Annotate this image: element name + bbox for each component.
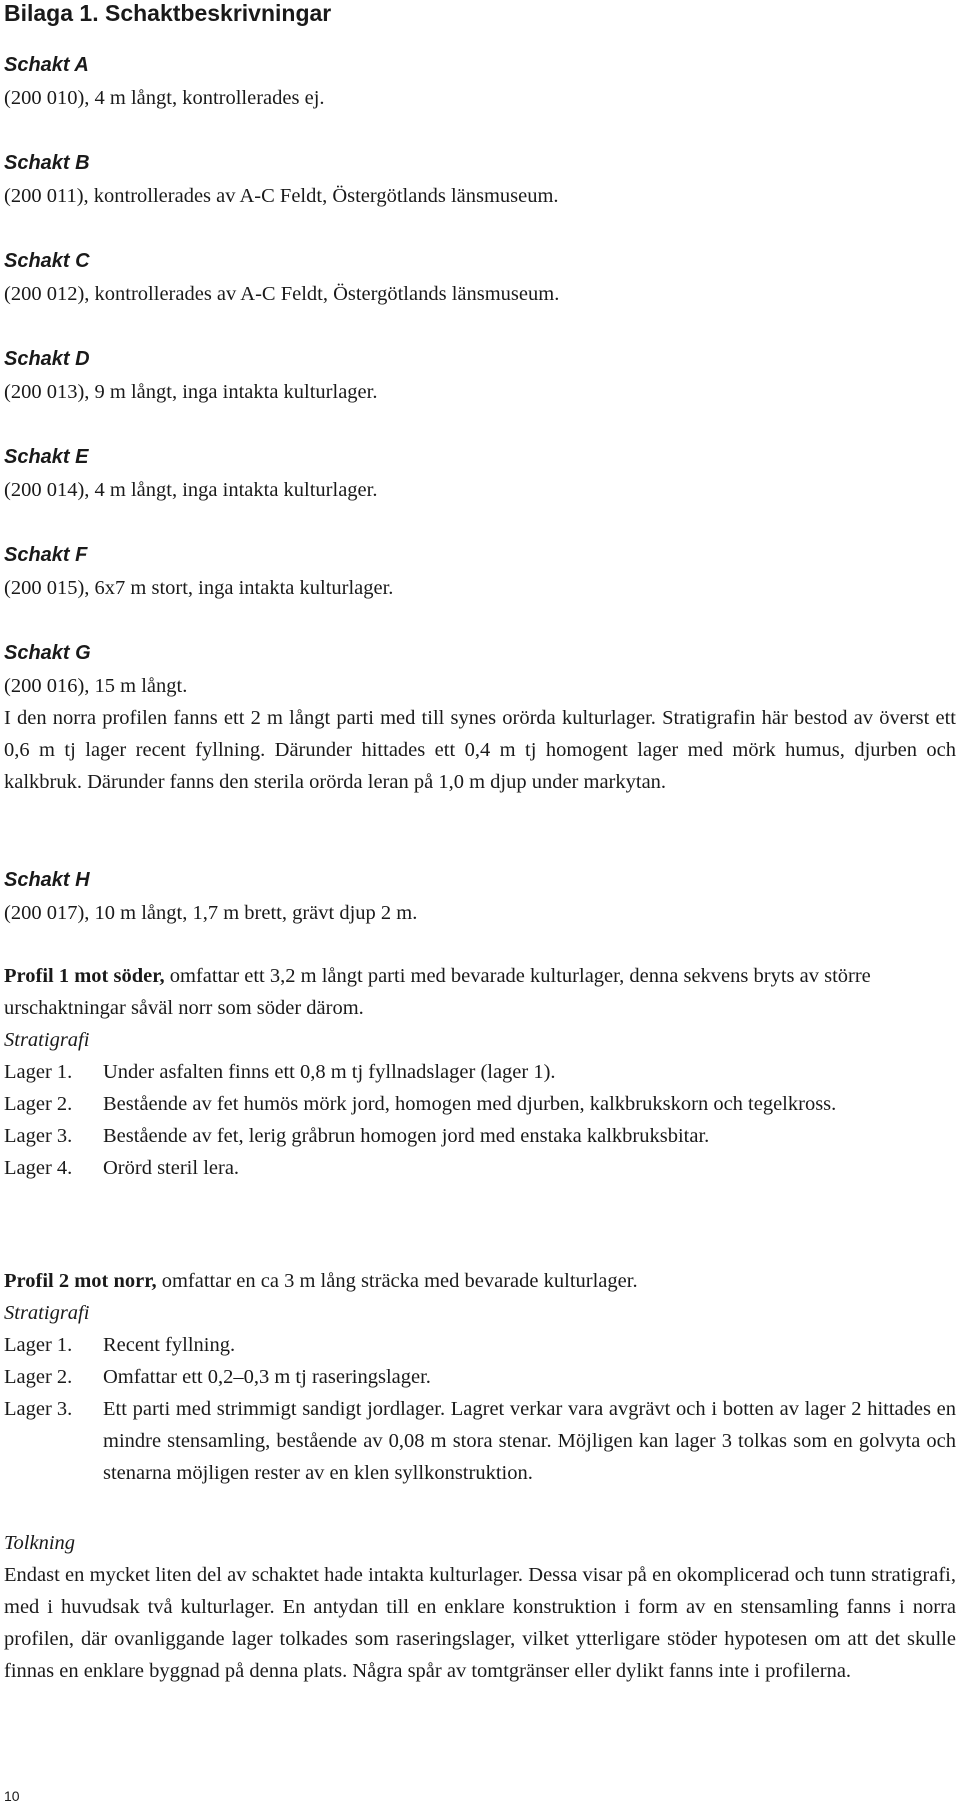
shaft-g-text: (200 016), 15 m långt. (4, 675, 188, 697)
list-item (4, 1120, 956, 1152)
profile-2-text: omfattar en ca 3 m lång sträcka med bevarade kulturlager. (156, 1270, 638, 1292)
layer-description: Under asfalten finns ett 0,8 m tj fyllnadslager (lager 1). (103, 1061, 556, 1083)
shaft-c-text: (200 012), kontrollerades av A-C Feldt, Östergötlands länsmuseum. (4, 283, 560, 305)
layer-number: Lager 4. (4, 1157, 73, 1179)
layer-description: Ett parti med strimmigt sandigt jordlager. Lagret verkar vara avgrävt och i botten av lager 2 hittades en mindre stensamling, bestående av 0,08 m stora stenar. Möjligen kan lager 3 tolkas som en golvyta och stenarna möjligen rester av en klen syllkonstruktion. (103, 1398, 956, 1484)
layer-description: Bestående av fet humös mörk jord, homogen med djurben, kalkbrukskorn och tegelkross. (103, 1093, 837, 1115)
layer-number: Lager 2. (4, 1366, 73, 1388)
layer-number: Lager 3. (4, 1398, 73, 1420)
shaft-e-heading: Schakt E (4, 446, 89, 468)
page-title: Bilaga 1. Schaktbeskrivningar (4, 0, 332, 26)
profile-2-stratigraphy-label: Stratigrafi (4, 1302, 90, 1324)
profile-2-layer-list (4, 1329, 956, 1489)
list-item (4, 1361, 956, 1393)
shaft-b-text: (200 011), kontrollerades av A-C Feldt, Östergötlands länsmuseum. (4, 185, 559, 207)
profile-1-stratigraphy-label: Stratigrafi (4, 1029, 90, 1051)
interpretation-section (4, 1527, 956, 1687)
shaft-e-section (4, 445, 956, 506)
profile-2-description (4, 1265, 956, 1297)
interpretation-text: Endast en mycket liten del av schaktet hade intakta kulturlager. Dessa visar på en okomplicerad och tunn stratigrafi, med i huvudsak två kulturlager. En antydan till en enklare konstruktion i form av en stensamling fanns i norra profilen, där ovanliggande lager tolkades som raseringslager, vilket ytterligare stöder hypotesen om att det skulle finnas en enklare byggnad på denna plats. Några spår av tomtgränser eller dylikt fanns inte i profilerna. (4, 1564, 956, 1682)
shaft-g-section (4, 641, 956, 798)
layer-number: Lager 1. (4, 1334, 73, 1356)
layer-description: Omfattar ett 0,2–0,3 m tj raseringslager. (103, 1366, 431, 1388)
profile-2-label: Profil 2 mot norr, (4, 1270, 157, 1292)
list-item (4, 1056, 956, 1088)
list-item (4, 1152, 956, 1184)
shaft-h-text: (200 017), 10 m långt, 1,7 m brett, grävt djup 2 m. (4, 902, 418, 924)
shaft-a-text: (200 010), 4 m långt, kontrollerades ej. (4, 87, 325, 109)
shaft-f-text: (200 015), 6x7 m stort, inga intakta kulturlager. (4, 577, 394, 599)
layer-number: Lager 3. (4, 1125, 73, 1147)
shaft-b-heading: Schakt B (4, 152, 90, 174)
shaft-g-heading: Schakt G (4, 642, 91, 664)
list-item (4, 1393, 956, 1489)
profile-1-section (4, 960, 956, 1184)
shaft-h-heading: Schakt H (4, 869, 90, 891)
interpretation-label: Tolkning (4, 1532, 76, 1554)
list-item (4, 1329, 956, 1361)
shaft-h-section (4, 868, 956, 929)
shaft-f-section (4, 543, 956, 604)
shaft-f-heading: Schakt F (4, 544, 88, 566)
layer-number: Lager 2. (4, 1093, 73, 1115)
shaft-c-section (4, 249, 956, 310)
profile-2-section (4, 1265, 956, 1489)
list-item (4, 1088, 956, 1120)
shaft-a-heading: Schakt A (4, 54, 89, 76)
layer-description: Orörd steril lera. (103, 1157, 240, 1179)
layer-description: Recent fyllning. (103, 1334, 236, 1356)
layer-description: Bestående av fet, lerig gråbrun homogen jord med enstaka kalkbruksbitar. (103, 1125, 710, 1147)
layer-number: Lager 1. (4, 1061, 73, 1083)
shaft-e-text: (200 014), 4 m långt, inga intakta kulturlager. (4, 479, 378, 501)
profile-1-text: omfattar ett 3,2 m långt parti med bevarade kulturlager, denna sekvens bryts av större urschaktningar såväl norr som söder därom. (4, 965, 871, 1019)
profile-1-description (4, 960, 956, 1024)
profile-1-label: Profil 1 mot söder, (4, 965, 165, 987)
shaft-g-paragraph: I den norra profilen fanns ett 2 m långt parti med till synes orörda kulturlager. Stratigrafin här bestod av överst ett 0,6 m tj lager recent fyllning. Därunder hittades ett 0,4 m tj homogent lager med mörk humus, djurben och kalkbruk. Därunder fanns den sterila orörda leran på 1,0 m djup under markytan. (4, 707, 956, 793)
shaft-c-heading: Schakt C (4, 250, 90, 272)
page-number: 10 (4, 1788, 20, 1804)
shaft-a-section (4, 53, 956, 114)
shaft-d-text: (200 013), 9 m långt, inga intakta kulturlager. (4, 381, 378, 403)
shaft-d-section (4, 347, 956, 408)
shaft-d-heading: Schakt D (4, 348, 90, 370)
shaft-b-section (4, 151, 956, 212)
profile-1-layer-list (4, 1056, 956, 1184)
